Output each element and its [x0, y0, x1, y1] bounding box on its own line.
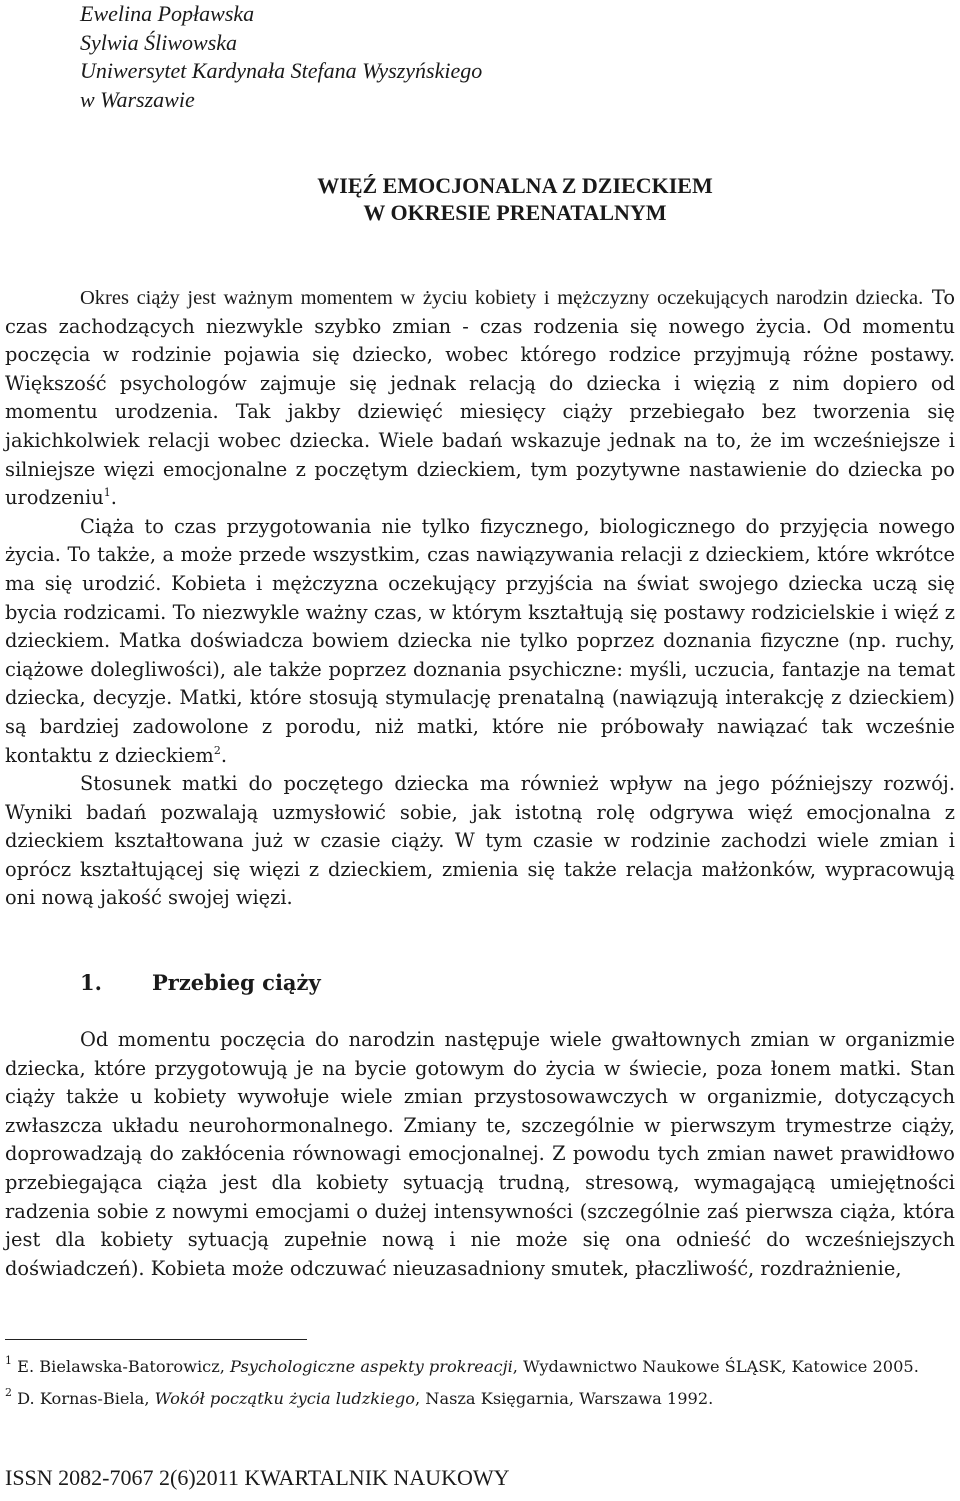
author-1: Ewelina Popławska: [80, 1, 255, 26]
intro-paragraph-2-end: .: [220, 743, 227, 767]
section-1-paragraph: Od momentu poczęcia do narodzin następuje wiele gwałtownych zmian w organizmie dziecka, które przygotowują je na bycie gotowym do życia w świecie, poza łonem matki. Stan ciąży także u kobiety wywołuje wiele zmian przystosowawczych w organizmie, dotyczących zwłaszcza układu neurohormonalnego. Zmiany te, szczególnie w pierwszym trymestrze ciąży, doprowadzają do zakłócenia równowagi emocjonalnej. Z powodu tych zmian nawet prawidłowo przebiegająca ciąża jest dla kobiety sytuacją trudną, stresową, wymagającą umiejętności radzenia sobie z nowymi emocjami o dużej intensywności (szczególnie zaś pierwsza ciąża, która jest dla kobiety sytuacją zupełnie nową i nie może się ona odnieść do wcześniejszych doświadczeń). Kobieta może odczuwać nieuzasadniony smutek, płaczliwość, rozdrażnienie,: [5, 1028, 955, 1280]
section-number: 1.: [80, 970, 102, 995]
title-line-1: WIĘŹ EMOCJONALNA Z DZIECKIEM: [317, 173, 713, 198]
footnote-2-publisher: , Nasza Księgarnia, Warszawa 1992.: [414, 1389, 714, 1408]
footnotes: [5, 1355, 955, 1419]
footnote-2-title: Wokół początku życia ludzkiego: [154, 1389, 415, 1408]
authors-block: [80, 0, 482, 114]
article-title: [0, 172, 960, 226]
affiliation: Uniwersytet Kardynała Stefana Wyszyńskiego: [80, 58, 483, 83]
footnote-ref-2[interactable]: 2: [213, 743, 221, 757]
section-1-body: [5, 1026, 955, 1283]
section-heading: [80, 970, 321, 995]
intro-paragraph-2: [5, 513, 955, 770]
intro-paragraph-1: [5, 284, 955, 513]
footnote-1-author: E. Bielawska-Batorowicz,: [17, 1357, 231, 1376]
intro-paragraph-3: Stosunek matki do poczętego dziecka ma również wpływ na jego późniejszy rozwój. Wyniki badań pozwalają uzmysłowić sobie, jak istotną rolę odgrywa więź emocjonalna z dzieckiem kształtowana już w czasie ciąży. W tym czasie w rodzinie zachodzi wiele zmian i oprócz kształtującej się więzi z dzieckiem, zmienia się także relacja małżonków, wypracowują oni nową jakość swojej więzi.: [5, 772, 955, 910]
footnote-2: [5, 1387, 955, 1411]
journal-footer: ISSN 2082-7067 2(6)2011 KWARTALNIK NAUKOWY: [5, 1465, 510, 1490]
intro-paragraph-1-end: .: [110, 486, 117, 510]
intro-paragraph-2-text: Ciąża to czas przygotowania nie tylko fizycznego, biologicznego do przyjęcia nowego życia. To także, a może przede wszystkim, czas nawiązywania relacji z dzieckiem, które wkrótce ma się urodzić. Kobieta i mężczyzna oczekujący przyjścia na świat swojego dziecka uczą się bycia rodzicami. To niezwykle ważny czas, w którym kształtują się postawy rodzicielskie i więź z dzieckiem. Matka doświadcza bowiem dziecka nie tylko poprzez doznania fizyczne (np. ruchy, ciążowe dolegliwości), ale także poprzez doznania psychiczne: myśli, uczucia, fantazje na temat dziecka, decyzje. Matki, które stosują stymulację prenatalną (nawiązują interakcję z dzieckiem) są bardziej zadowolone z porodu, niż matki, które nie próbowały nawiązać tak wcześnie kontaktu z dzieckiem: [5, 514, 955, 767]
footnote-1-publisher: , Wydawnictwo Naukowe ŚLĄSK, Katowice 2005.: [512, 1357, 919, 1376]
footnote-1-title: Psychologiczne aspekty prokreacji: [230, 1357, 513, 1376]
footnote-2-author: D. Kornas-Biela,: [17, 1389, 155, 1408]
intro-paragraph-1-lead: Okres ciąży jest ważnym momentem w życiu kobiety i mężczyzny oczekujących narodzin dziecka.: [80, 287, 924, 309]
title-line-2: W OKRESIE PRENATALNYM: [363, 200, 667, 225]
footnote-divider: [5, 1339, 307, 1340]
section-heading-text: Przebieg ciąży: [152, 970, 321, 995]
footnote-1: [5, 1355, 955, 1379]
footnote-ref-1[interactable]: 1: [103, 486, 111, 500]
footnote-1-number: 1: [5, 1354, 12, 1367]
intro-section: [5, 284, 955, 913]
affiliation-city: w Warszawie: [80, 86, 195, 112]
footnote-2-number: 2: [5, 1386, 12, 1399]
intro-paragraph-1-text: To czas zachodzących niezwykle szybko zmian - czas rodzenia się nowego życia. Od momentu poczęcia w rodzinie pojawia się dziecko, wobec którego rodzice przyjmują różne postawy. Większość psychologów zajmuje się jednak relacją do dziecka i więzią z nim dopiero od momentu urodzenia. Tak jakby dziewięć miesięcy ciąży przebiegało bez tworzenia się jakichkolwiek relacji wobec dziecka. Wiele badań wskazuje jednak na to, że im wcześniejsze i silniejsze więzi emocjonalne z poczętym dzieckiem, tym pozytywne nastawienie do dziecka po urodzeniu: [5, 286, 956, 510]
author-2: Sylwia Śliwowska: [80, 29, 238, 55]
